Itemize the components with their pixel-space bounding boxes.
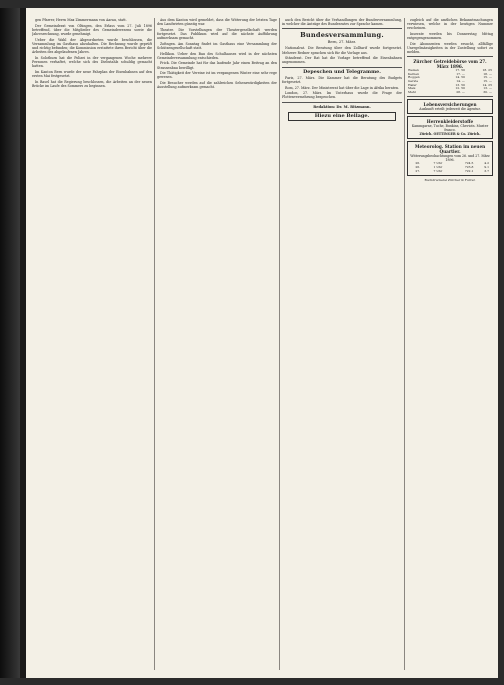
- col3-paragraph: Paris, 27. März. Die Kammer hat die Beratung des Budgets fortgesetzt.: [282, 75, 402, 84]
- grain-name: Mais: [408, 86, 416, 91]
- col3-paragraph: auch den Bericht über die Verhandlungen der Bundesversammlung, in welcher die Anträge des Bundesrates zur Sprache kamen.: [282, 18, 402, 27]
- column-rule: [154, 18, 155, 670]
- col2-paragraph: Aus dem Kanton wird gemeldet, dass die Witterung der letzten Tage den Landwirten günstig war.: [157, 18, 277, 27]
- grain-price-high: 14. 25: [482, 82, 492, 87]
- grain-name: Kernen: [408, 71, 420, 76]
- col1-paragraph: gen Pfarrer, Herrn Max Zimmermann von Aarau, statt.: [35, 18, 127, 22]
- column-rule: [404, 18, 405, 670]
- ad-text: Kammgarne, Tuche, Buxkins, Cheviots. Muster franco.: [411, 124, 489, 133]
- grain-price-high: 18. —: [483, 71, 492, 76]
- grain-price-low: 17. 50: [455, 68, 465, 73]
- column-2: [157, 18, 277, 670]
- col2-paragraph: Frick. Die Gemeinde hat für das laufende Jahr einen Beitrag an den Strassenbau bewilligt.: [157, 61, 277, 70]
- weather-day: 26.: [415, 161, 421, 166]
- grain-price-high: 13. —: [483, 86, 492, 91]
- col1-paragraph: Ueber die Wahl der Abgeordneten wurde beschlossen, die Versammlung im Gasthaus abzuhalten. Die Rechnung wurde geprüft und richtig befunden; die Kommission erstattete ihren Bericht über die Arbeiten des abgelaufenen Jahres.: [32, 37, 152, 55]
- col4-paragraph: Inserate werden bis Donnerstag Mittag entgegengenommen.: [407, 31, 493, 41]
- grain-name: Hafer: [408, 82, 417, 87]
- col4-paragraph: Die Abonnenten werden ersucht, allfällige Unregelmässigkeiten in der Zustellung sofort zu melden.: [407, 41, 493, 55]
- col2-paragraph: Hellikon. Ueber den Bau des Schulhauses wird in der nächsten Gemeindeversammlung entschieden.: [157, 51, 277, 60]
- printer-footer: Buchdruckerei Zürcher & Furrer.: [424, 178, 476, 183]
- advertisement-clothing: [407, 116, 493, 139]
- weather-pressure: 724.5: [464, 161, 474, 166]
- column-1: [32, 18, 152, 670]
- col4-paragraph: zugleich auf die amtlichen Bekanntmachungen verwiesen, welche in der heutigen Nummer erscheinen.: [407, 18, 493, 31]
- grain-name: Weizen: [408, 68, 419, 73]
- weather-temp: 4.2: [484, 161, 489, 166]
- ad-title: Meteorolog. Station im neuen Quartier.: [414, 144, 486, 155]
- col1-paragraph: Der Gemeinderat von Oltingen, den Erlass vom 27. Juli 1896 betreffend, über die Mitglieder des Gemeindewesens sowie die Jahresrechnung, wurde genehmigt.: [32, 23, 152, 36]
- col2-paragraph: Theater. Die Vorstellungen der Theatergesellschaft werden fortgesetzt. Das Publikum wird auf die nächste Aufführung aufmerksam gemacht.: [157, 27, 277, 41]
- weather-table: [410, 162, 490, 173]
- weather-time: 7 Uhr: [433, 161, 443, 166]
- grain-price-low: 13. 50: [455, 82, 465, 87]
- weather-day: 26.: [415, 165, 421, 169]
- ad-title: Herrenkleiderstoffe: [426, 119, 474, 125]
- column-rule: [279, 18, 280, 670]
- section-dateline: Bern, 27. März.: [327, 40, 357, 45]
- divider: [282, 67, 402, 68]
- divider: [407, 96, 493, 97]
- col2-paragraph: Die Thätigkeit der Vereine ist im vergangenen Winter eine sehr rege gewesen.: [157, 71, 277, 80]
- table-row: [407, 91, 493, 95]
- col3-paragraph: Ständerat. Der Rat hat die Vorlage betreffend die Eisenbahnen angenommen.: [282, 56, 402, 65]
- grain-price-low: 28. —: [456, 89, 465, 94]
- table-row: [410, 170, 490, 174]
- divider: [407, 56, 493, 57]
- weather-temp: 9.1: [484, 165, 489, 169]
- col1-paragraph: In Solothurn hat die Polizei in der vergangenen Woche mehrere Personen verhaftet, welche sich des Diebstahls schuldig gemacht hatten.: [32, 55, 152, 69]
- grain-price-low: 12. 50: [455, 86, 465, 91]
- weather-temp: 3.7: [484, 168, 489, 173]
- book-spine: [0, 8, 26, 678]
- ad-firm: Zürich. OETTINGER & Co. Zürich.: [419, 132, 481, 137]
- grain-price-high: 18. 25: [482, 68, 492, 73]
- grain-price-low: 17. —: [456, 71, 465, 76]
- grain-price-high: 15. —: [483, 79, 492, 84]
- col1-paragraph: Im Kanton Bern wurde der neue Fahrplan der Eisenbahnen auf den ersten Mai festgesetzt.: [32, 69, 152, 78]
- section-heading: Bundesversammlung.: [300, 31, 384, 40]
- telegram-heading: Depeschen und Telegramme.: [303, 68, 381, 75]
- col1-paragraph: In Basel hat die Regierung beschlossen, die Arbeiten an der neuen Brücke im Laufe des Sommers zu beginnen.: [32, 79, 152, 88]
- grain-name: Gerste: [408, 79, 419, 84]
- grain-price-high: 30. —: [483, 89, 492, 94]
- grain-price-high: 15. —: [483, 75, 492, 80]
- weather-day: 27.: [415, 168, 421, 173]
- advertisement-weather: [407, 141, 493, 176]
- col3-paragraph: Rom, 27. März. Der Ministerrat hat über die Lage in Afrika beraten.: [285, 85, 400, 90]
- weather-pressure: 722.1: [464, 168, 474, 173]
- advertisement-insurance: [407, 99, 493, 114]
- grain-name: Mehl: [408, 89, 416, 94]
- weather-pressure: 723.8: [464, 165, 474, 169]
- divider: [282, 28, 402, 29]
- grain-price-table: [407, 69, 493, 94]
- weather-time: 7 Uhr: [433, 168, 443, 173]
- column-3: [282, 18, 402, 670]
- grain-name: Roggen: [408, 75, 420, 80]
- newspaper-page: [26, 8, 498, 678]
- weather-time: 1 Uhr: [433, 165, 443, 169]
- col3-paragraph: London, 27. März. Im Unterhaus wurde die Frage der Flottenvermehrung besprochen.: [282, 91, 402, 100]
- ad-title: Lebensversicherungen: [423, 102, 477, 108]
- col3-paragraph: Nationalrat. Die Beratung über den Zolltarif wurde fortgesetzt. Mehrere Redner sprachen sich für die Vorlage aus.: [282, 46, 402, 55]
- divider: [282, 102, 402, 103]
- supplement-notice: Hiezu eine Beilage.: [288, 112, 396, 121]
- grain-price-low: 14. —: [456, 79, 465, 84]
- col2-paragraph: Zofingen. Am Sonntag findet im Gasthaus eine Versammlung der Schützengesellschaft statt.: [157, 41, 277, 50]
- col2-paragraph: Die Besucher werden auf die zahlreichen Sehenswürdigkeiten der Ausstellung aufmerksam gemacht.: [157, 81, 277, 90]
- column-4: [407, 18, 493, 670]
- ad-text: Witterungsbeobachtungen vom 26. und 27. März 1896.: [410, 154, 490, 163]
- ad-text: Auskunft erteilt jederzeit die Agentur.: [419, 107, 481, 112]
- grain-table-heading: Zürcher Getreidebörse vom 27. März 1896.: [413, 59, 487, 70]
- editor-line: Redaktion: Dr. M. Ritzmann.: [313, 104, 371, 109]
- grain-price-low: 14. 50: [455, 75, 465, 80]
